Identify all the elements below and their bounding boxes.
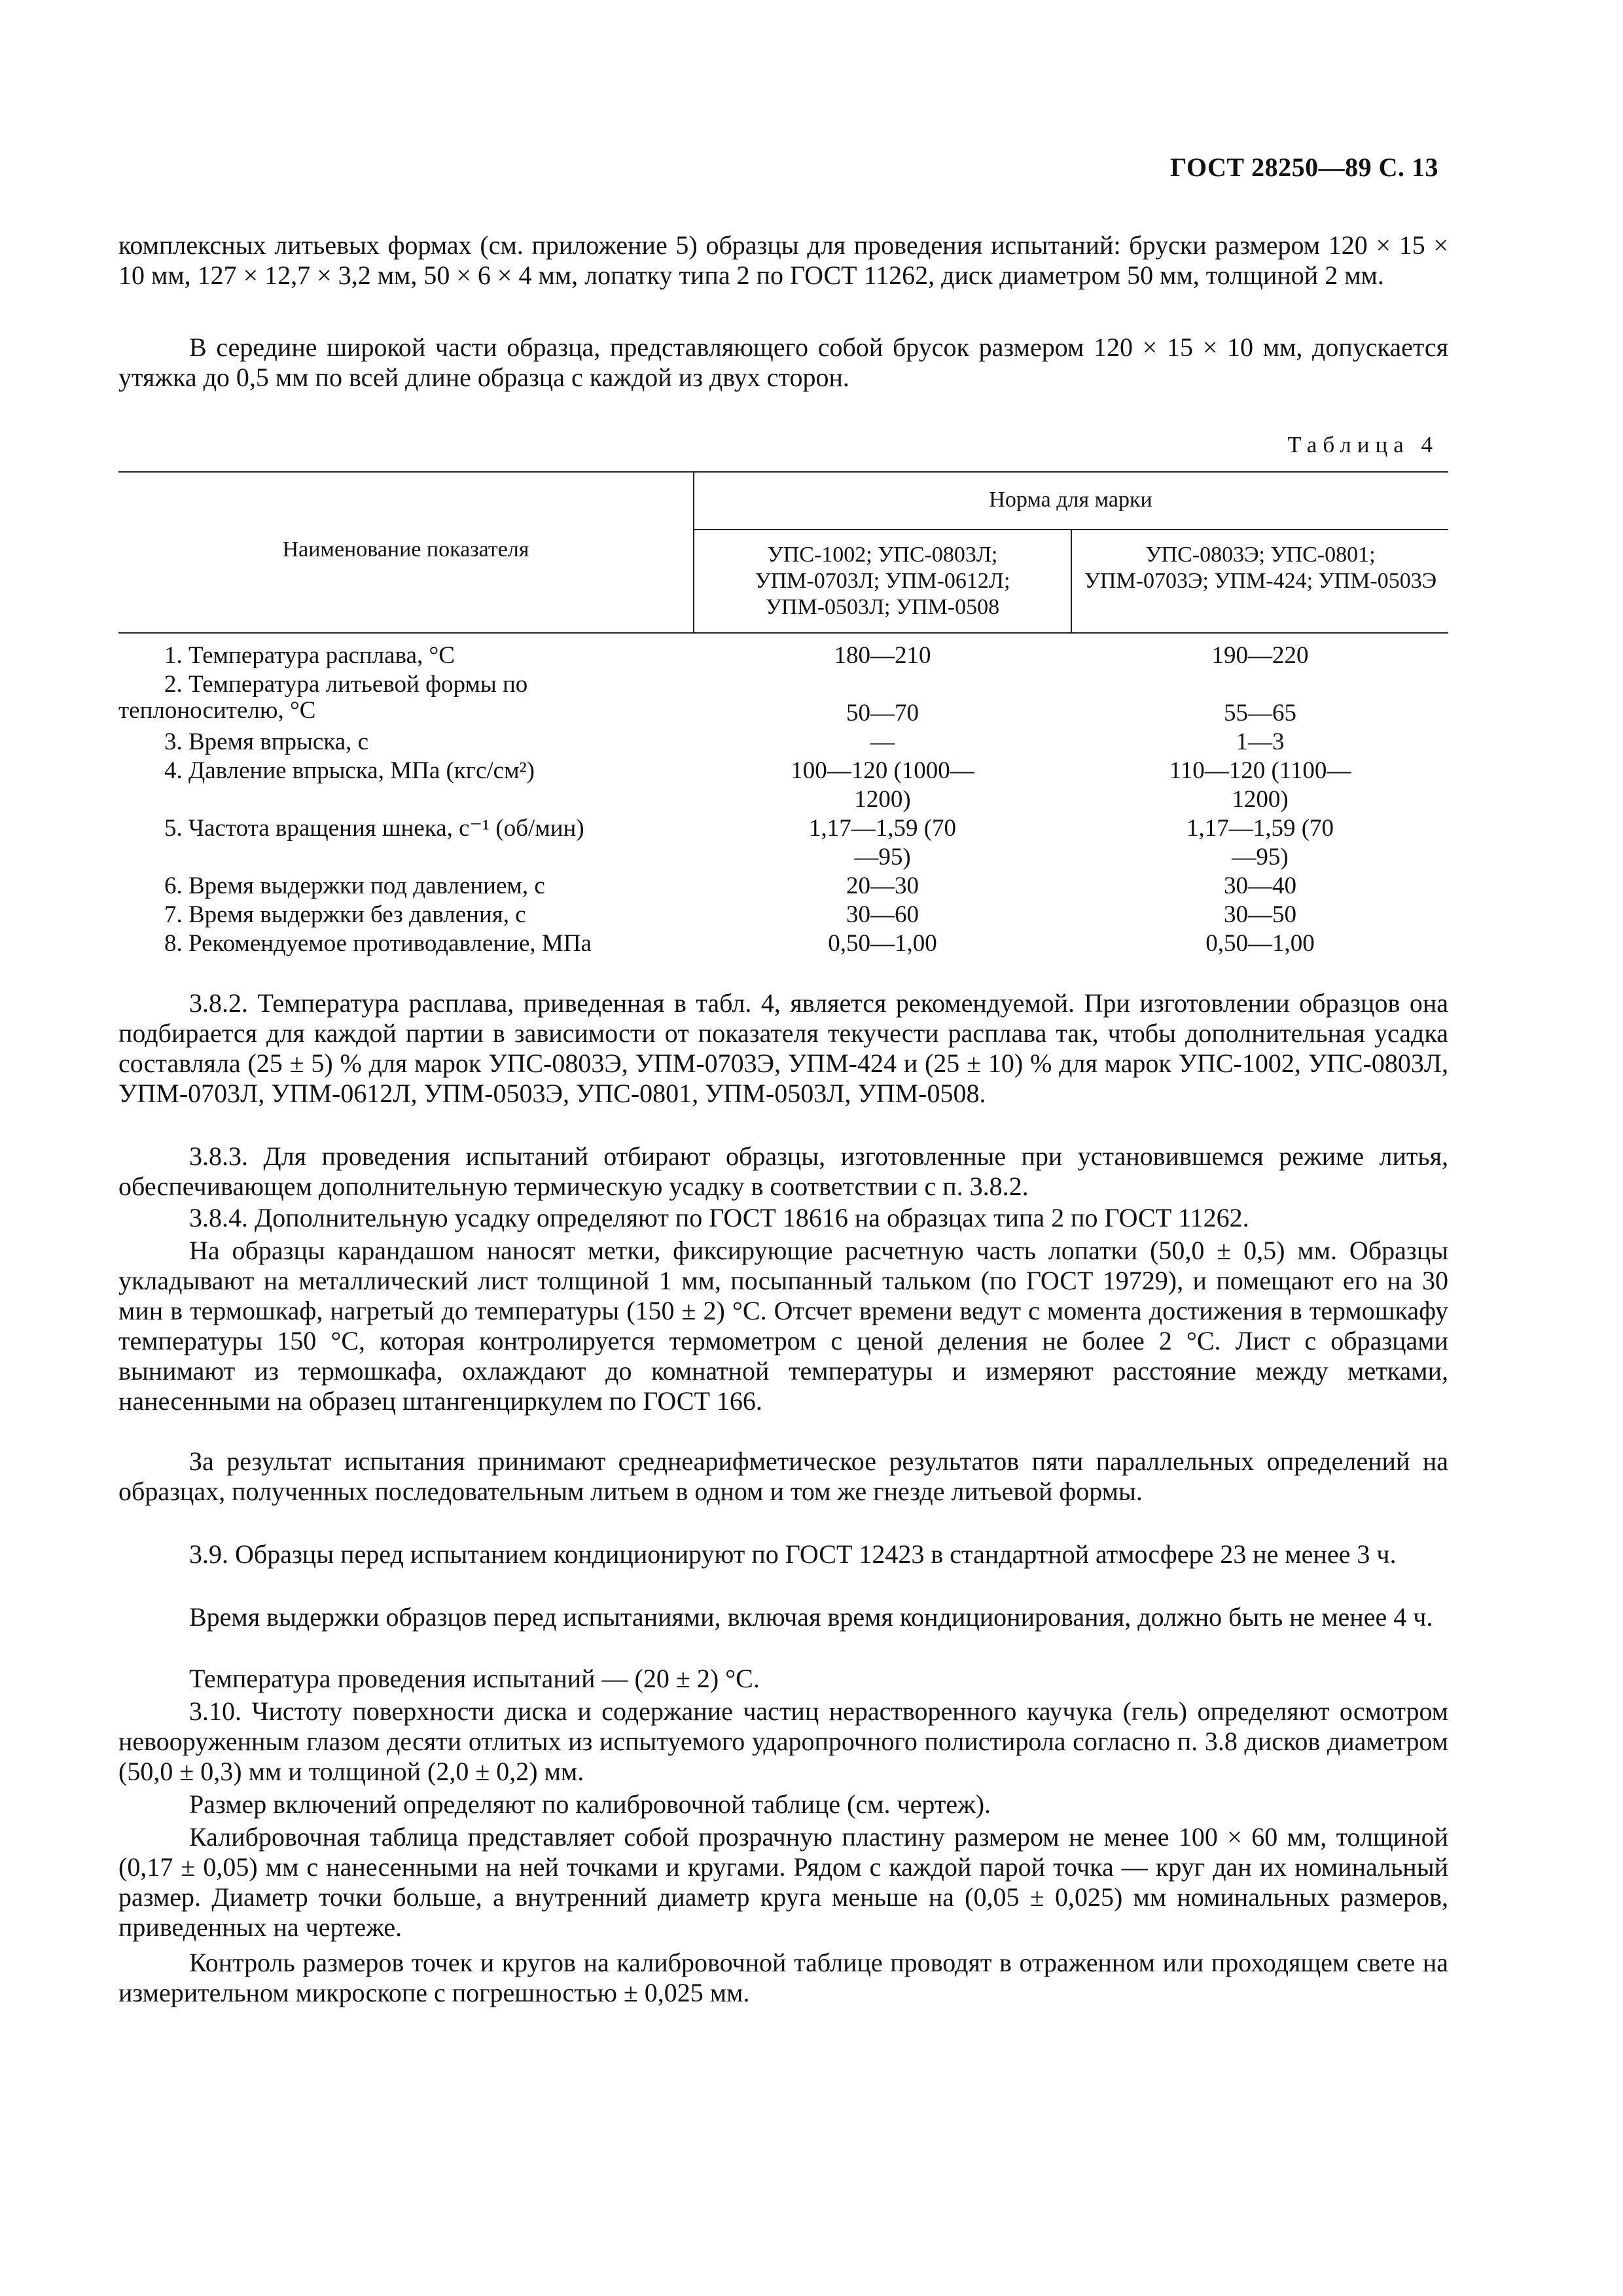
row-4-col2: 110—120 (1100—1200) bbox=[1169, 757, 1351, 813]
row-1-col2: 190—220 bbox=[1211, 642, 1309, 669]
row-5-name: 5. Частота вращения шнека, с⁻¹ (об/мин) bbox=[164, 815, 584, 842]
paragraph-calibration-table: Калибровочная таблица представляет собой прозрачную пластину размером не менее 100 × 60 мм, толщиной (0,17 ± 0,05) мм с нанесенными на ней точками и кругами. Рядом с каждой парой точка — круг дан их номинальный размер. Диаметр точки больше, а внутренний диаметр круга меньше на (0,05 ± 0,025) мм номинальных размеров, приведенных на чертеже. bbox=[118, 1822, 1448, 1942]
row-4-name: 4. Давление впрыска, МПа (кгс/см²) bbox=[164, 757, 535, 784]
table-col2-header: УПС-0803Э; УПС-0801; УПМ-0703Э; УПМ-424; УПМ-0503Э bbox=[1084, 543, 1437, 593]
table-top-rule bbox=[118, 471, 1448, 473]
row-5-col2: 1,17—1,59 (70—95) bbox=[1186, 815, 1334, 870]
table-header-name: Наименование показателя bbox=[282, 537, 529, 562]
paragraph-conditioning-time: Время выдержки образцов перед испытаниями, включая время кондиционирования, должно быть не менее 4 ч. bbox=[189, 1602, 1433, 1632]
row-8-col1: 0,50—1,00 bbox=[828, 930, 937, 957]
row-3-name: 3. Время впрыска, с bbox=[164, 728, 369, 755]
row-6-col2: 30—40 bbox=[1224, 872, 1296, 899]
row-3-col1: — bbox=[870, 728, 895, 755]
table-vrule-2 bbox=[1071, 529, 1072, 632]
table-group-header: Норма для марки bbox=[989, 488, 1152, 512]
row-6-col1: 20—30 bbox=[846, 872, 919, 899]
paragraph-top-2: В середине широкой части образца, представляющего собой брусок размером 120 × 15 × 10 мм, допускается утяжка до 0,5 мм по всей длине образца с каждой из двух сторон. bbox=[118, 332, 1448, 392]
row-2-name: 2. Температура литьевой формы по теплоносителю, °С bbox=[118, 671, 528, 724]
row-2-col1: 50—70 bbox=[846, 700, 919, 726]
paragraph-3-10: 3.10. Чистоту поверхности диска и содержание частиц нерастворенного каучука (гель) определяют осмотром невооруженным глазом десяти отлитых из испытуемого ударопрочного полистирола согласно п. 3.8 дисков диаметром (50,0 ± 0,3) мм и толщиной (2,0 ± 0,2) мм. bbox=[118, 1696, 1448, 1786]
row-1-col1: 180—210 bbox=[834, 642, 931, 669]
paragraph-inclusion-size: Размер включений определяют по калибровочной таблице (см. чертеж). bbox=[189, 1789, 991, 1819]
parameters-table bbox=[118, 471, 1448, 956]
paragraph-marks: На образцы карандашом наносят метки, фиксирующие расчетную часть лопатки (50,0 ± 0,5) мм. Образцы укладывают на металлический лист толщиной 1 мм, посыпанный тальком (по ГОСТ 19729), и помещают его на 30 мин в термошкаф, нагретый до температуры (150 ± 2) °С. Отсчет времени ведут с момента достижения в термошкафу температуры 150 °С, которая контролируется термометром с ценой деления не более 2 °С. Лист с образцами вынимают из термошкафа, охлаждают до комнатной температуры и измеряют расстояние между метками, нанесенными на образец штангенциркулем по ГОСТ 166. bbox=[118, 1236, 1448, 1416]
paragraph-3-8-4: 3.8.4. Дополнительную усадку определяют по ГОСТ 18616 на образцах типа 2 по ГОСТ 11262. bbox=[189, 1203, 1249, 1232]
paragraph-control: Контроль размеров точек и кругов на калибровочной таблице проводят в отраженном или проходящем свете на измерительном микроскопе с погрешностью ± 0,025 мм. bbox=[118, 1948, 1448, 2007]
row-2-col2: 55—65 bbox=[1224, 700, 1296, 726]
paragraph-3-9: 3.9. Образцы перед испытанием кондиционируют по ГОСТ 12423 в стандартной атмосфере 23 не менее 3 ч. bbox=[189, 1539, 1397, 1569]
row-7-col2: 30—50 bbox=[1224, 901, 1296, 928]
table-col1-header: УПС-1002; УПС-0803Л; УПМ-0703Л; УПМ-0612Л; УПМ-0503Л; УПМ-0508 bbox=[755, 543, 1010, 619]
page-header: ГОСТ 28250—89 С. 13 bbox=[1169, 152, 1438, 182]
paragraph-test-temperature: Температура проведения испытаний — (20 ± 2) °С. bbox=[189, 1664, 760, 1693]
row-8-name: 8. Рекомендуемое противодавление, МПа bbox=[164, 930, 592, 957]
row-6-name: 6. Время выдержки под давлением, с bbox=[164, 872, 545, 899]
table-header-rule bbox=[118, 632, 1448, 634]
row-7-name: 7. Время выдержки без давления, с bbox=[164, 901, 526, 928]
paragraph-top-1: комплексных литьевых формах (см. приложение 5) образцы для проведения испытаний: бруски размером 120 × 15 × 10 мм, 127 × 12,7 × 3,2 мм, 50 × 6 × 4 мм, лопатку типа 2 по ГОСТ 11262, диск диаметром 50 мм, толщиной 2 мм. bbox=[118, 230, 1448, 290]
paragraph-3-8-2: 3.8.2. Температура расплава, приведенная в табл. 4, является рекомендуемой. При изготовлении образцов она подбирается для каждой партии в зависимости от показателя текучести расплава так, чтобы дополнительная усадка составляла (25 ± 5) % для марок УПС-0803Э, УПМ-0703Э, УПМ-424 и (25 ± 10) % для марок УПС-1002, УПС-0803Л, УПМ-0703Л, УПМ-0612Л, УПМ-0503Э, УПС-0801, УПМ-0503Л, УПМ-0508. bbox=[118, 988, 1448, 1108]
row-7-col1: 30—60 bbox=[846, 901, 919, 928]
paragraph-3-8-3: 3.8.3. Для проведения испытаний отбирают образцы, изготовленные при установившемся режиме литья, обеспечивающем дополнительную термическую усадку в соответствии с п. 3.8.2. bbox=[118, 1141, 1448, 1201]
table-title: Таблица 4 bbox=[1287, 432, 1438, 457]
row-1-name: 1. Температура расплава, °С bbox=[164, 642, 455, 669]
row-3-col2: 1—3 bbox=[1236, 728, 1285, 755]
row-4-col1: 100—120 (1000—1200) bbox=[791, 757, 974, 813]
row-8-col2: 0,50—1,00 bbox=[1205, 930, 1315, 957]
row-5-col1: 1,17—1,59 (70—95) bbox=[808, 815, 957, 870]
paragraph-result: За результат испытания принимают среднеарифметическое результатов пяти параллельных определений на образцах, полученных последовательным литьем в одном и том же гнезде литьевой формы. bbox=[118, 1446, 1448, 1506]
